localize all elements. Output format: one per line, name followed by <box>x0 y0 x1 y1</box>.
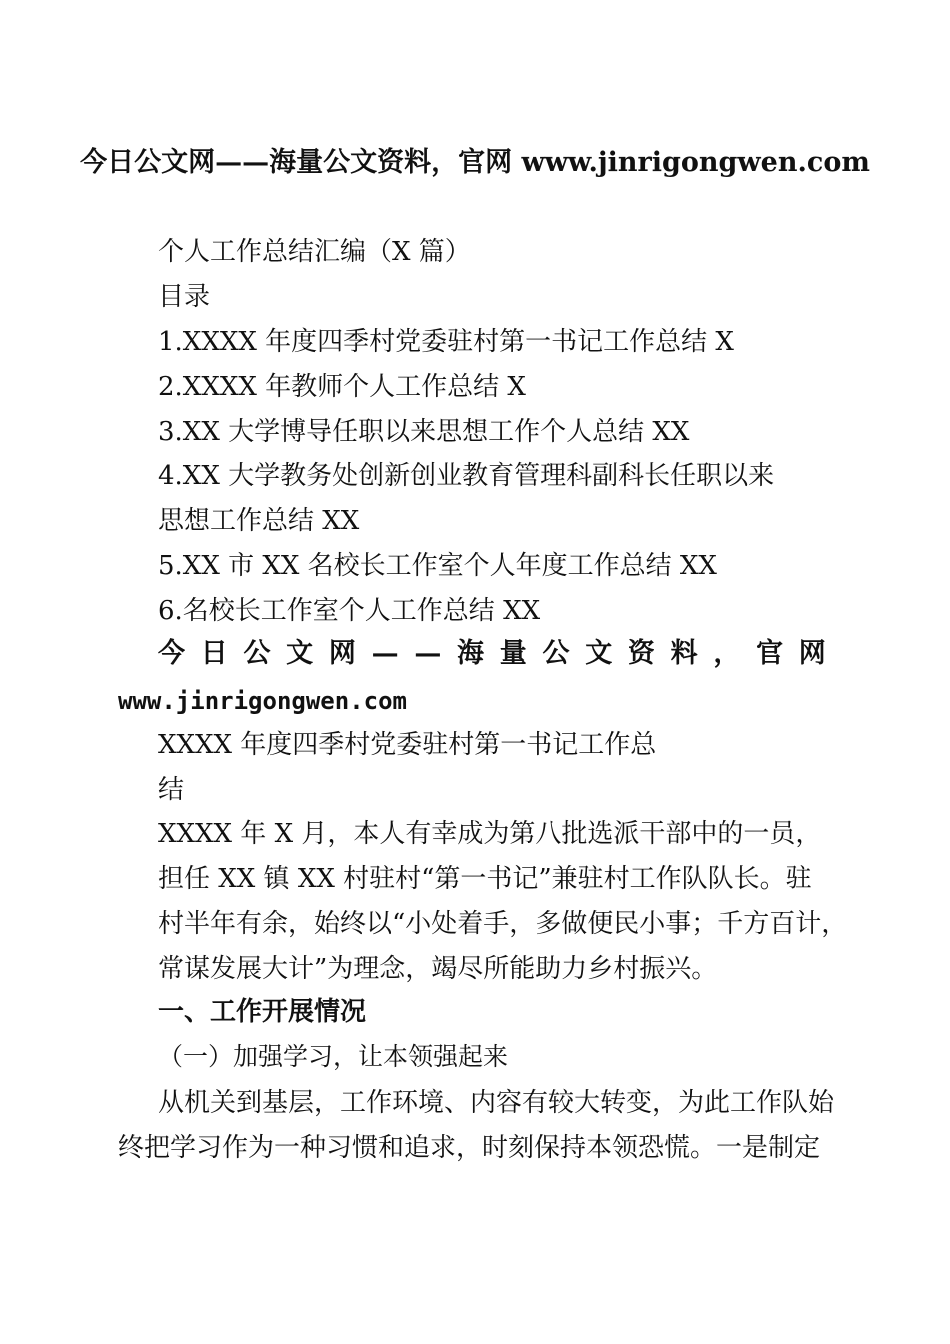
toc-item: 5.XX 市 XX 名校长工作室个人年度工作总结 XX <box>158 551 717 581</box>
toc-title: 个人工作总结汇编（X 篇） <box>158 237 471 267</box>
banner-char: 文 <box>286 638 314 669</box>
banner-url: www.jinrigongwen.com <box>118 687 407 715</box>
banner-char: 网 <box>328 638 356 669</box>
toc-item: 1.XXXX 年度四季村党委驻村第一书记工作总结 X <box>158 327 734 357</box>
intro-line: XXXX 年 X 月，本人有幸成为第八批选派干部中的一员， <box>158 819 822 849</box>
banner-char: 官 <box>756 638 784 669</box>
banner-char: 海 <box>457 638 485 669</box>
site-banner <box>158 638 826 670</box>
article-title: XXXX 年度四季村党委驻村第一书记工作总 <box>158 730 657 760</box>
banner-char: — <box>371 638 399 669</box>
banner-char: — <box>414 638 442 669</box>
intro-line: 常谋发展大计”为理念，竭尽所能助力乡村振兴。 <box>158 954 718 984</box>
banner-char: 量 <box>499 638 527 669</box>
banner-char: 公 <box>542 638 570 669</box>
banner-char: 文 <box>585 638 613 669</box>
toc-item: 4.XX 大学教务处创新创业教育管理科副科长任职以来 <box>158 461 775 491</box>
body-line: 终把学习作为一种习惯和追求，时刻保持本领恐慌。一是制定 <box>118 1133 821 1163</box>
banner-char: 今 <box>158 638 185 669</box>
intro-line: 村半年有余，始终以“小处着手，多做便民小事；千方百计， <box>158 909 848 939</box>
intro-line: 担任 XX 镇 XX 村驻村“第一书记”兼驻村工作队队长。驻 <box>158 864 812 894</box>
banner-char: 网 <box>798 638 826 669</box>
toc-item: 2.XXXX 年教师个人工作总结 X <box>158 372 526 402</box>
article-title-continued: 结 <box>158 775 185 805</box>
banner-char: 资 <box>627 638 655 669</box>
toc-item-continued: 思想工作总结 XX <box>158 506 360 536</box>
toc-item: 6.名校长工作室个人工作总结 XX <box>158 596 541 626</box>
toc-item: 3.XX 大学博导任职以来思想工作个人总结 XX <box>158 417 690 447</box>
section-heading: 一、工作开展情况 <box>158 997 367 1027</box>
toc-label: 目录 <box>158 282 211 312</box>
page-header: 今日公文网——海量公文资料，官网 www.jinrigongwen.com <box>80 147 870 178</box>
body-line: 从机关到基层，工作环境、内容有较大转变，为此工作队始 <box>158 1088 835 1118</box>
subsection-heading: （一）加强学习，让本领强起来 <box>158 1042 509 1071</box>
banner-char: 公 <box>243 638 271 669</box>
banner-char: 日 <box>200 638 228 669</box>
banner-char: ， <box>713 638 741 669</box>
banner-char: 料 <box>670 638 698 669</box>
